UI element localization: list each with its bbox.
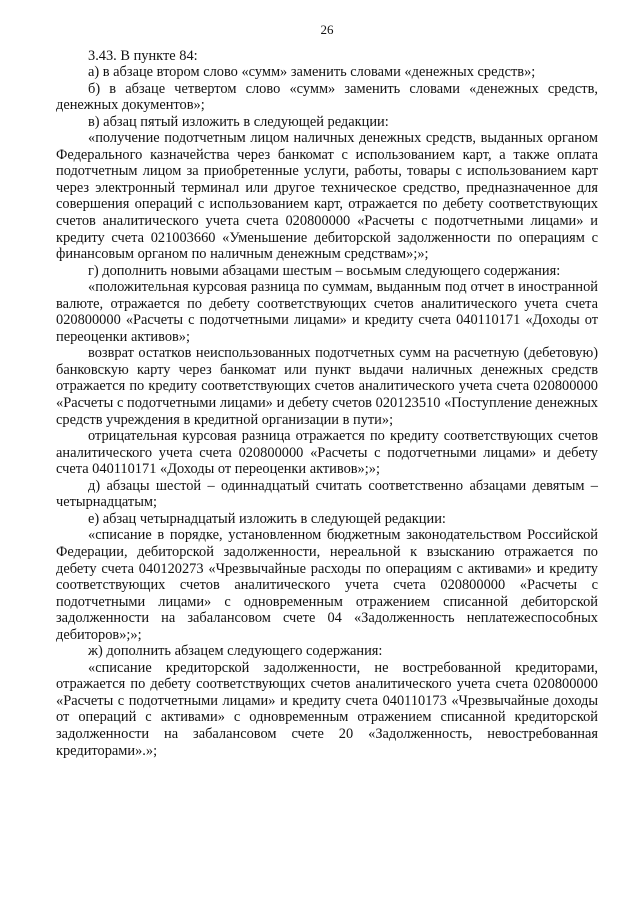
quote-paragraph-v: «получение подотчетным лицом наличных денежных средств, выданных органом Федерального казначейства через банкомат с использованием карт, а также оплата подотчетным лицом за приобретенные услуги, работы, товары с использованием карт через электронный терминал или другое техническое средство, предназначенное для совершения операций с использованием карт, отражается по дебету соответствующих счетов аналитического учета счета 020800000 «Расчеты с подотчетными лицами» и кредиту счета 021003660 «Уменьшение дебиторской задолженности по операциям с финансовым органом по наличным денежным средствам»;»; [56, 130, 598, 263]
quote-paragraph-zh: «списание кредиторской задолженности, не востребованной кредиторами, отражается по дебету соответствующих счетов аналитического учета счета 020800000 «Расчеты с подотчетными лицами» и кредиту счета 040110173 «Чрезвычайные доходы от операций с активами» с одновременным отражением списанной кредиторской задолженности на забалансовом счете 20 «Задолженность, невостребованная кредиторами».»; [56, 659, 598, 759]
quote-paragraph-g-3: отрицательная курсовая разница отражается по кредиту соответствующих счетов аналитического учета счета 020800000 «Расчеты с подотчетными лицами» и дебету счета 040110171 «Доходы от переоценки активов»;»; [56, 428, 598, 478]
page-number: 26 [320, 22, 334, 37]
section-heading: 3.43. В пункте 84: [88, 47, 198, 64]
quote-paragraph-g-1: «положительная курсовая разница по суммам, выданным под отчет в иностранной валюте, отражается по дебету соответствующих счетов аналитического учета счета 020800000 «Расчеты с подотчетными лицами» и кредиту счета 040110171 «Доходы от переоценки активов»; [56, 279, 598, 345]
paragraph-e: е) абзац четырнадцатый изложить в следующей редакции: [88, 510, 446, 527]
paragraph-zh: ж) дополнить абзацем следующего содержания: [88, 643, 383, 660]
paragraph-b: б) в абзаце четвертом слово «сумм» заменить словами «денежных средств, денежных документов»; [56, 80, 598, 114]
paragraph-v: в) абзац пятый изложить в следующей редакции: [88, 113, 389, 130]
paragraph-g: г) дополнить новыми абзацами шестым – восьмым следующего содержания: [88, 262, 561, 279]
paragraph-a: а) в абзаце втором слово «сумм» заменить словами «денежных средств»; [88, 64, 536, 81]
quote-paragraph-e: «списание в порядке, установленном бюджетным законодательством Российской Федерации, дебиторской задолженности, нереальной к взысканию отражается по дебету счета 040120273 «Чрезвычайные расходы по операциям с активами» и кредиту соответствующих счетов аналитического учета счета 020800000 «Расчеты с подотчетными лицами» с одновременным отражением списанной дебиторской задолженности на забалансовом счете 04 «Задолженность неплатежеспособных дебиторов»;»; [56, 527, 598, 643]
paragraph-d: д) абзацы шестой – одиннадцатый считать соответственно абзацами девятым – четырнадцатым; [56, 477, 598, 511]
quote-paragraph-g-2: возврат остатков неиспользованных подотчетных сумм на расчетную (дебетовую) банковскую карту через банкомат или пункт выдачи наличных денежных средств отражается по кредиту соответствующих счетов аналитического учета счета 020800000 «Расчеты с подотчетными лицами» и дебету счетов 020123510 «Поступление денежных средств учреждения в кредитной организации в пути»; [56, 345, 598, 428]
